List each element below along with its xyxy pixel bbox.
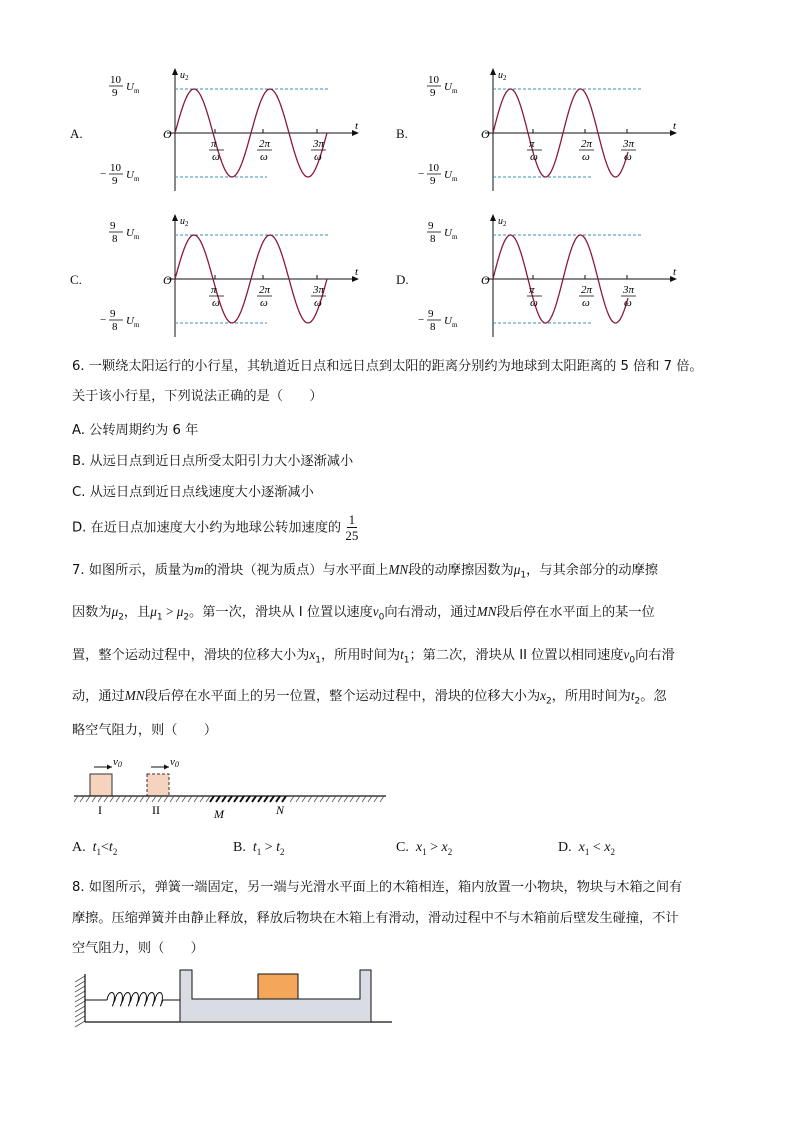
um-sub: m bbox=[452, 321, 458, 329]
option-c-graph bbox=[70, 212, 359, 342]
tick-label-den: ω bbox=[624, 151, 632, 163]
um-label: U bbox=[444, 227, 452, 239]
um-label: U bbox=[444, 169, 452, 181]
hatch-line bbox=[110, 796, 114, 802]
q7-choice-a-sub2: 2 bbox=[112, 846, 118, 857]
u-axis-arrow-icon bbox=[172, 214, 178, 221]
q7-x1-sub: 1 bbox=[315, 655, 321, 666]
amp-num: 10 bbox=[110, 162, 121, 174]
hatch-line-heavy bbox=[228, 796, 232, 802]
q7-choice-a-t2: t bbox=[108, 840, 113, 855]
hatch-line bbox=[350, 796, 354, 802]
q7-choice-a-op: < bbox=[101, 840, 109, 855]
hatch-line bbox=[314, 796, 318, 802]
hatch-line bbox=[194, 796, 198, 802]
neg-sign: − bbox=[100, 168, 107, 180]
q7-choice-c-x1: x bbox=[415, 840, 423, 855]
q7-t2-symbol: t bbox=[630, 688, 635, 703]
um-sub: m bbox=[452, 87, 458, 95]
q7-choice-d-sub1: 1 bbox=[584, 846, 590, 857]
q7-l4-d: 。忽 bbox=[640, 689, 667, 704]
um-label: U bbox=[126, 227, 134, 239]
q7-choice-b-letter: B. bbox=[233, 840, 246, 855]
amp-den: 9 bbox=[112, 87, 118, 99]
q7-mn-symbol: MN bbox=[388, 562, 409, 577]
q7-line5: 略空气阻力，则（ ） bbox=[72, 723, 218, 738]
hatch-line bbox=[134, 796, 138, 802]
q6-option-d-text: D. 在近日点加速度大小约为地球公转加速度的 bbox=[72, 520, 342, 536]
um-sub: m bbox=[134, 233, 140, 241]
q7-x1-symbol: x bbox=[309, 647, 316, 662]
q7-figure bbox=[70, 752, 390, 824]
amp-den: 8 bbox=[430, 321, 436, 333]
q7-choice-d-sub2: 2 bbox=[610, 846, 615, 857]
hatch-line-heavy bbox=[276, 796, 280, 802]
q7-l3-a: 置，整个运动过程中，滑块的位移大小为 bbox=[72, 648, 310, 663]
tick-label-den: ω bbox=[582, 297, 590, 309]
q7-mu2b-symbol: μ bbox=[176, 604, 184, 619]
um-sub: m bbox=[134, 321, 140, 329]
q7-x2-sub: 2 bbox=[546, 696, 552, 707]
q7-choice-b-t1: t bbox=[252, 840, 257, 855]
q6-fraction-den: 25 bbox=[345, 528, 359, 543]
q7-choice-c[interactable] bbox=[396, 840, 452, 857]
q8-line2: 摩擦。压缩弹簧并由静止释放，释放后物块在木箱上有滑动，滑动过程中不与木箱前后壁发生碰撞，不计 bbox=[72, 911, 679, 926]
q6-option-d[interactable] bbox=[72, 512, 358, 543]
tick-label-den: ω bbox=[260, 151, 268, 163]
hatch-line bbox=[104, 796, 108, 802]
q7-choice-d[interactable] bbox=[558, 840, 615, 857]
q7-label-m: M bbox=[214, 807, 224, 821]
q7-mu1b-sub: 1 bbox=[156, 612, 163, 623]
q7-choice-a-t1: t bbox=[92, 840, 97, 855]
q7-label-two: II bbox=[152, 803, 160, 817]
hatch-line-heavy bbox=[222, 796, 226, 802]
hatch-line bbox=[380, 796, 384, 802]
q7-l4-b: 段后停在水平面上的另一位置，整个运动过程中，滑块的位移大小为 bbox=[144, 689, 541, 704]
hatch-line bbox=[320, 796, 324, 802]
q8-block bbox=[258, 974, 298, 999]
q7-t2-sub: 2 bbox=[634, 696, 641, 707]
hatch-line bbox=[86, 796, 90, 802]
q7-v0b-symbol: v bbox=[623, 647, 630, 662]
q7-choice-d-x2: x bbox=[604, 840, 611, 855]
hatch-line bbox=[290, 796, 294, 802]
hatch-line bbox=[92, 796, 96, 802]
q7-v0-sub: 0 bbox=[378, 612, 385, 623]
amp-den: 9 bbox=[112, 175, 118, 187]
option-d-plot bbox=[418, 212, 677, 342]
wall-hatch-line bbox=[75, 996, 85, 1002]
tick-label-num: 2π bbox=[259, 138, 271, 150]
q7-block-2 bbox=[147, 774, 169, 796]
hatch-line bbox=[146, 796, 150, 802]
u-axis-sub: 2 bbox=[185, 74, 189, 82]
um-sub: m bbox=[452, 175, 458, 183]
q6-line1: 6. 一颗绕太阳运行的小行星，其轨道近日点和远日点到太阳的距离分别约为地球到太阳距离的 5 倍和 7 倍。 bbox=[72, 359, 703, 374]
hatch-line bbox=[176, 796, 180, 802]
q8-wall-hatch bbox=[75, 976, 85, 1027]
tick-label-num: 3π bbox=[623, 138, 635, 150]
hatch-line-heavy bbox=[234, 796, 238, 802]
t-axis-label: t bbox=[355, 120, 359, 132]
wall-hatch-line bbox=[75, 1006, 85, 1012]
q7-l1-b: 的滑块（视为质点）与水平面上 bbox=[203, 563, 389, 578]
q7-line2 bbox=[72, 602, 655, 628]
tick-label-den: ω bbox=[314, 151, 322, 163]
q7-choice-b-sub1: 1 bbox=[256, 846, 262, 857]
q6-option-b[interactable]: B. 从远日点到近日点所受太阳引力大小逐渐减小 bbox=[72, 454, 354, 469]
hatch-line-heavy bbox=[252, 796, 256, 802]
origin-label: O bbox=[481, 127, 490, 141]
amp-num: 10 bbox=[428, 74, 439, 86]
option-c-plot bbox=[100, 212, 359, 342]
hatch-line bbox=[374, 796, 378, 802]
q7-choice-b-sub2: 2 bbox=[280, 846, 285, 857]
q7-mu2-symbol: μ bbox=[111, 604, 119, 619]
q7-t1-sub: 1 bbox=[403, 655, 410, 666]
hatch-line bbox=[362, 796, 366, 802]
origin-label: O bbox=[481, 273, 490, 287]
wall-hatch-line bbox=[75, 981, 85, 987]
q7-line4 bbox=[72, 686, 667, 712]
tick-label-num: π bbox=[529, 284, 535, 296]
q7-l1-a: 7. 如图所示，质量为 bbox=[72, 563, 195, 578]
q7-choice-b-op: > bbox=[261, 840, 277, 855]
tick-label-num: π bbox=[529, 138, 535, 150]
q7-l1-d: ，与其余部分的动摩擦 bbox=[526, 563, 658, 578]
q7-choice-b[interactable] bbox=[233, 840, 285, 857]
tick-label-den: ω bbox=[530, 151, 538, 163]
hatch-line bbox=[182, 796, 186, 802]
q8-figure bbox=[70, 966, 400, 1028]
hatch-line bbox=[80, 796, 84, 802]
hatch-line bbox=[338, 796, 342, 802]
hatch-line bbox=[122, 796, 126, 802]
amp-num: 9 bbox=[110, 308, 116, 320]
u-axis-arrow-icon bbox=[490, 214, 496, 221]
q7-choice-b-t2: t bbox=[276, 840, 281, 855]
hatch-line bbox=[170, 796, 174, 802]
hatch-line-heavy bbox=[282, 796, 286, 802]
wall-hatch-line bbox=[75, 1011, 85, 1017]
option-b-plot bbox=[418, 66, 677, 196]
tick-label-num: 2π bbox=[581, 138, 593, 150]
q7-choice-c-x2: x bbox=[441, 840, 448, 855]
wall-hatch-line bbox=[75, 986, 85, 992]
hatch-line bbox=[164, 796, 168, 802]
option-d-graph bbox=[396, 212, 677, 342]
q7-l2-e: 段后停在水平面上的某一位 bbox=[496, 605, 655, 620]
q7-choice-c-op: > bbox=[426, 840, 442, 855]
q7-mn-hatch bbox=[210, 796, 286, 802]
q7-choice-a-sub1: 1 bbox=[96, 846, 102, 857]
q6-fraction bbox=[345, 512, 358, 543]
tick-label-num: 3π bbox=[623, 284, 635, 296]
q7-block-1 bbox=[90, 774, 112, 796]
q7-x2-symbol: x bbox=[540, 688, 547, 703]
tick-label-num: 3π bbox=[313, 284, 325, 296]
q7-choice-d-x1: x bbox=[578, 840, 585, 855]
q7-l2-a: 因数为 bbox=[72, 605, 112, 620]
tick-label-den: ω bbox=[260, 297, 268, 309]
um-label: U bbox=[126, 81, 134, 93]
q6-fraction-num: 1 bbox=[348, 512, 356, 527]
q7-mass-symbol: m bbox=[194, 562, 204, 577]
hatch-line-heavy bbox=[216, 796, 220, 802]
hatch-line-heavy bbox=[264, 796, 268, 802]
q8-spring bbox=[107, 993, 163, 1007]
hatch-line bbox=[128, 796, 132, 802]
q7-arrowhead-1 bbox=[107, 765, 112, 770]
q7-mu2-sub: 2 bbox=[118, 612, 124, 623]
option-a-graph bbox=[70, 66, 359, 196]
q7-l2-d: 向右滑动，通过 bbox=[384, 605, 477, 620]
wall-hatch-line bbox=[75, 991, 85, 997]
q7-v0-symbol: v bbox=[372, 604, 379, 619]
u-axis-label: u bbox=[180, 70, 185, 81]
q7-choice-d-letter: D. bbox=[558, 840, 572, 855]
q7-l4-c: ，所用时间为 bbox=[551, 689, 631, 704]
q7-mu1b-symbol: μ bbox=[150, 604, 157, 619]
q7-mn2-symbol: MN bbox=[476, 604, 497, 619]
u-axis-sub: 2 bbox=[503, 220, 507, 228]
q7-mu1-sub: 1 bbox=[520, 570, 527, 581]
q7-l2-c: 。第一次，滑块从 I 位置以速度 bbox=[189, 605, 373, 620]
u-axis-label: u bbox=[180, 216, 185, 227]
q7-label-one: I bbox=[98, 803, 102, 817]
q7-v0-label-1: v0 bbox=[113, 756, 122, 769]
u-axis-arrow-icon bbox=[490, 68, 496, 75]
q7-mn3-symbol: MN bbox=[124, 688, 145, 703]
q7-l3-d: 向右滑 bbox=[635, 648, 675, 663]
tick-label-den: ω bbox=[530, 297, 538, 309]
um-label: U bbox=[444, 315, 452, 327]
tick-label-num: 2π bbox=[259, 284, 271, 296]
um-sub: m bbox=[134, 87, 140, 95]
q7-choice-c-letter: C. bbox=[396, 840, 409, 855]
q7-choice-a-letter: A. bbox=[72, 840, 86, 855]
um-sub: m bbox=[134, 175, 140, 183]
hatch-line bbox=[158, 796, 162, 802]
um-sub: m bbox=[452, 233, 458, 241]
neg-sign: − bbox=[418, 168, 425, 180]
u-axis-sub: 2 bbox=[503, 74, 507, 82]
amp-num: 9 bbox=[110, 220, 116, 232]
hatch-line bbox=[98, 796, 102, 802]
hatch-line bbox=[368, 796, 372, 802]
amp-num: 9 bbox=[428, 220, 434, 232]
u-axis-arrow-icon bbox=[172, 68, 178, 75]
tick-label-den: ω bbox=[314, 297, 322, 309]
q7-v0b-sub: 0 bbox=[629, 655, 636, 666]
tick-label-den: ω bbox=[624, 297, 632, 309]
hatch-line-heavy bbox=[210, 796, 214, 802]
q7-gt: > bbox=[162, 604, 177, 619]
t-axis-label: t bbox=[673, 266, 677, 278]
hatch-line-heavy bbox=[240, 796, 244, 802]
wall-hatch-line bbox=[75, 976, 85, 982]
u-axis-sub: 2 bbox=[185, 220, 189, 228]
amp-num: 10 bbox=[428, 162, 439, 174]
hatch-line bbox=[116, 796, 120, 802]
q7-l4-a: 动，通过 bbox=[72, 689, 125, 704]
hatch-line bbox=[308, 796, 312, 802]
hatch-line bbox=[344, 796, 348, 802]
hatch-line bbox=[332, 796, 336, 802]
q7-t1-symbol: t bbox=[400, 647, 404, 662]
hatch-line bbox=[326, 796, 330, 802]
u-axis-label: u bbox=[498, 70, 503, 81]
neg-sign: − bbox=[418, 314, 425, 326]
tick-label-den: ω bbox=[212, 151, 220, 163]
wall-hatch-line bbox=[75, 1016, 85, 1022]
neg-sign: − bbox=[100, 314, 107, 326]
amp-den: 8 bbox=[112, 233, 118, 245]
amp-num: 9 bbox=[428, 308, 434, 320]
option-b-graph bbox=[396, 66, 677, 196]
hatch-line bbox=[152, 796, 156, 802]
q7-v0-label-2: v0 bbox=[170, 756, 179, 769]
amp-den: 8 bbox=[430, 233, 436, 245]
um-label: U bbox=[126, 169, 134, 181]
origin-label: O bbox=[163, 127, 172, 141]
q7-choice-d-op: < bbox=[589, 840, 605, 855]
tick-label-num: 3π bbox=[313, 138, 325, 150]
option-a-plot bbox=[100, 66, 359, 196]
hatch-line bbox=[140, 796, 144, 802]
hatch-line bbox=[200, 796, 204, 802]
hatch-line bbox=[302, 796, 306, 802]
tick-label-num: 2π bbox=[581, 284, 593, 296]
um-label: U bbox=[126, 315, 134, 327]
q7-arrowhead-2 bbox=[164, 765, 169, 770]
hatch-line bbox=[296, 796, 300, 802]
q7-choice-c-sub2: 2 bbox=[447, 846, 453, 857]
q7-l2-b: ，且 bbox=[123, 605, 151, 620]
q7-choice-c-sub1: 1 bbox=[422, 846, 427, 857]
hatch-line-heavy bbox=[270, 796, 274, 802]
tick-label-num: π bbox=[211, 284, 217, 296]
option-d-letter[interactable]: D. bbox=[396, 272, 409, 287]
tick-label-den: ω bbox=[212, 297, 220, 309]
amp-num: 10 bbox=[110, 74, 121, 86]
q7-mu2b-sub: 2 bbox=[183, 612, 190, 623]
wall-hatch-line bbox=[75, 1001, 85, 1007]
um-label: U bbox=[444, 81, 452, 93]
q7-mu1-symbol: μ bbox=[513, 562, 521, 577]
hatch-line bbox=[74, 796, 78, 802]
q6-option-c[interactable]: C. 从远日点到近日点线速度大小逐渐减小 bbox=[72, 485, 314, 500]
q7-label-n: N bbox=[276, 803, 285, 817]
tick-label-num: π bbox=[211, 138, 217, 150]
amp-den: 9 bbox=[430, 87, 436, 99]
q6-line2: 关于该小行星，下列说法正确的是（ ） bbox=[72, 389, 323, 404]
option-c-letter[interactable]: C. bbox=[70, 272, 82, 287]
q7-choice-a[interactable] bbox=[72, 840, 117, 857]
q7-l3-c: ；第二次，滑块从 II 位置以相同速度 bbox=[409, 648, 624, 663]
q7-l1-c: 段的动摩擦因数为 bbox=[408, 563, 514, 578]
wall-hatch-line bbox=[75, 1021, 85, 1027]
hatch-line bbox=[356, 796, 360, 802]
q7-l3-b: ，所用时间为 bbox=[320, 648, 401, 663]
hatch-line-heavy bbox=[246, 796, 250, 802]
t-axis-label: t bbox=[673, 120, 677, 132]
amp-den: 8 bbox=[112, 321, 118, 333]
origin-label: O bbox=[163, 273, 172, 287]
tick-label-den: ω bbox=[582, 151, 590, 163]
q8-line1: 8. 如图所示，弹簧一端固定，另一端与光滑水平面上的木箱相连，箱内放置一小物块，物块与木箱之间有 bbox=[72, 880, 683, 895]
hatch-line-heavy bbox=[258, 796, 262, 802]
u-axis-label: u bbox=[498, 216, 503, 227]
q7-line1 bbox=[72, 560, 658, 586]
option-b-letter[interactable]: B. bbox=[396, 126, 408, 141]
q7-line3 bbox=[72, 645, 675, 671]
hatch-line bbox=[188, 796, 192, 802]
q6-option-a[interactable]: A. 公转周期约为 6 年 bbox=[72, 423, 199, 438]
t-axis-label: t bbox=[355, 266, 359, 278]
q8-line3: 空气阻力，则（ ） bbox=[72, 941, 204, 956]
option-a-letter[interactable]: A. bbox=[70, 126, 83, 141]
amp-den: 9 bbox=[430, 175, 436, 187]
